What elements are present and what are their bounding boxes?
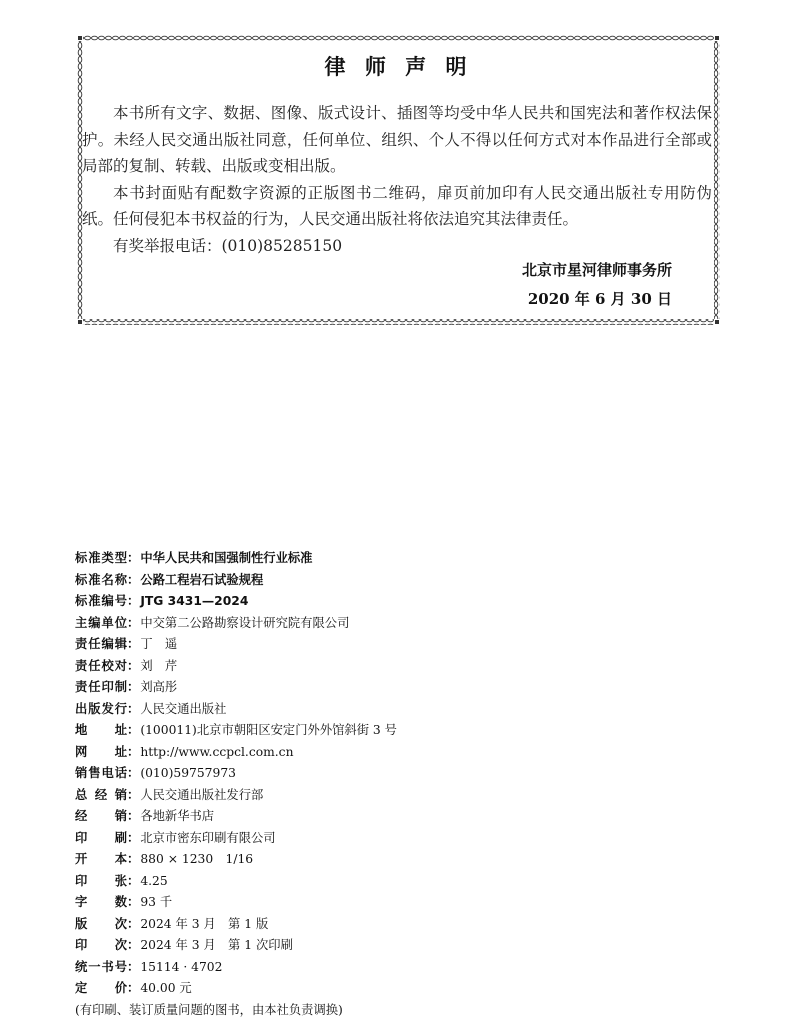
- lawyer-notice-box: [77, 35, 720, 325]
- copyright-colophon: [75, 548, 635, 1021]
- colophon-value: 人民交通出版社: [140, 699, 226, 721]
- colophon-label: 标准类型: [75, 548, 127, 570]
- colophon-row: [75, 634, 635, 656]
- colophon-label: 统一书号: [75, 957, 127, 979]
- colophon-row: [75, 613, 635, 635]
- colophon-label: 销售电话: [75, 763, 127, 785]
- colophon-value: 40.00 元: [140, 978, 191, 1000]
- notice-title: 律 师 声 明: [77, 51, 720, 81]
- colophon-row: [75, 806, 635, 828]
- colophon-value: (100011)北京市朝阳区安定门外外馆斜街 3 号: [140, 720, 397, 742]
- colophon-colon: ：: [127, 935, 139, 957]
- colophon-value: (010)59757973: [140, 763, 236, 785]
- colophon-label: 定价: [75, 978, 127, 1000]
- colophon-value: http://www.ccpcl.com.cn: [140, 742, 293, 764]
- colophon-value: 刘高彤: [140, 677, 177, 699]
- colophon-value: 4.25: [140, 871, 167, 893]
- colophon-label: 开本: [75, 849, 127, 871]
- colophon-colon: ：: [127, 548, 139, 570]
- colophon-value: 人民交通出版社发行部: [140, 785, 263, 807]
- colophon-colon: ：: [127, 742, 139, 764]
- colophon-row: [75, 871, 635, 893]
- colophon-label: 网址: [75, 742, 127, 764]
- colophon-label: 字数: [75, 892, 127, 914]
- colophon-rows: [75, 548, 635, 1000]
- colophon-label: 标准编号: [75, 591, 127, 613]
- colophon-label: 标准名称: [75, 570, 127, 592]
- colophon-label: 版次: [75, 914, 127, 936]
- colophon-colon: ：: [127, 978, 139, 1000]
- notice-paragraph-1: 本书所有文字、数据、图像、版式设计、插图等均受中华人民共和国宪法和著作权法保护。未经人民交通出版社同意，任何单位、组织、个人不得以任何方式对本作品进行全部或局部的复制、转载、出版或变相出版。: [82, 100, 712, 180]
- colophon-value: 丁 遥: [140, 634, 177, 656]
- colophon-row: [75, 699, 635, 721]
- colophon-colon: ：: [127, 806, 139, 828]
- law-firm-name: 北京市星河律师事务所: [522, 259, 672, 280]
- colophon-colon: ：: [127, 677, 139, 699]
- colophon-row: [75, 548, 635, 570]
- colophon-value: 15114 · 4702: [140, 957, 222, 979]
- colophon-row: [75, 978, 635, 1000]
- colophon-row: [75, 828, 635, 850]
- colophon-value: 中华人民共和国强制性行业标准: [140, 548, 312, 570]
- colophon-value: 2024 年 3 月 第 1 次印刷: [140, 935, 293, 957]
- colophon-value: 公路工程岩石试验规程: [140, 570, 263, 592]
- colophon-label: 责任印制: [75, 677, 127, 699]
- colophon-colon: ：: [127, 892, 139, 914]
- colophon-row: [75, 677, 635, 699]
- colophon-colon: ：: [127, 699, 139, 721]
- colophon-row: [75, 742, 635, 764]
- colophon-row: [75, 656, 635, 678]
- colophon-colon: ：: [127, 634, 139, 656]
- notice-date: 2020 年 6 月 30 日: [528, 288, 672, 309]
- colophon-row: [75, 935, 635, 957]
- notice-body: [82, 100, 712, 259]
- colophon-label: 印张: [75, 871, 127, 893]
- colophon-colon: ：: [127, 613, 139, 635]
- colophon-footnote: (有印刷、装订质量问题的图书，由本社负责调换): [75, 1000, 635, 1021]
- report-hotline: 有奖举报电话：(010)85285150: [82, 233, 712, 260]
- colophon-value: 中交第二公路勘察设计研究院有限公司: [140, 613, 349, 635]
- colophon-colon: ：: [127, 957, 139, 979]
- colophon-label: 印次: [75, 935, 127, 957]
- colophon-label: 总经销: [75, 785, 127, 807]
- colophon-label: 责任编辑: [75, 634, 127, 656]
- colophon-row: [75, 914, 635, 936]
- colophon-colon: ：: [127, 656, 139, 678]
- colophon-value: 93 千: [140, 892, 172, 914]
- colophon-row: [75, 591, 635, 613]
- colophon-value: 2024 年 3 月 第 1 版: [140, 914, 268, 936]
- colophon-colon: ：: [127, 914, 139, 936]
- colophon-colon: ：: [127, 871, 139, 893]
- colophon-row: [75, 957, 635, 979]
- colophon-colon: ：: [127, 849, 139, 871]
- colophon-colon: ：: [127, 570, 139, 592]
- colophon-colon: ：: [127, 720, 139, 742]
- colophon-label: 经销: [75, 806, 127, 828]
- colophon-value: 北京市密东印刷有限公司: [140, 828, 275, 850]
- colophon-value: 880 × 1230 1/16: [140, 849, 253, 871]
- colophon-row: [75, 849, 635, 871]
- colophon-row: [75, 763, 635, 785]
- colophon-colon: ：: [127, 763, 139, 785]
- colophon-label: 印刷: [75, 828, 127, 850]
- colophon-colon: ：: [127, 828, 139, 850]
- colophon-colon: ：: [127, 785, 139, 807]
- colophon-label: 出版发行: [75, 699, 127, 721]
- colophon-value: JTG 3431—2024: [140, 591, 248, 613]
- colophon-colon: ：: [127, 591, 139, 613]
- colophon-row: [75, 570, 635, 592]
- colophon-row: [75, 892, 635, 914]
- colophon-label: 责任校对: [75, 656, 127, 678]
- colophon-label: 主编单位: [75, 613, 127, 635]
- colophon-value: 各地新华书店: [140, 806, 214, 828]
- colophon-row: [75, 785, 635, 807]
- colophon-label: 地址: [75, 720, 127, 742]
- colophon-value: 刘 芹: [140, 656, 177, 678]
- colophon-row: [75, 720, 635, 742]
- notice-paragraph-2: 本书封面贴有配数字资源的正版图书二维码，扉页前加印有人民交通出版社专用防伪纸。任何侵犯本书权益的行为，人民交通出版社将依法追究其法律责任。: [82, 180, 712, 233]
